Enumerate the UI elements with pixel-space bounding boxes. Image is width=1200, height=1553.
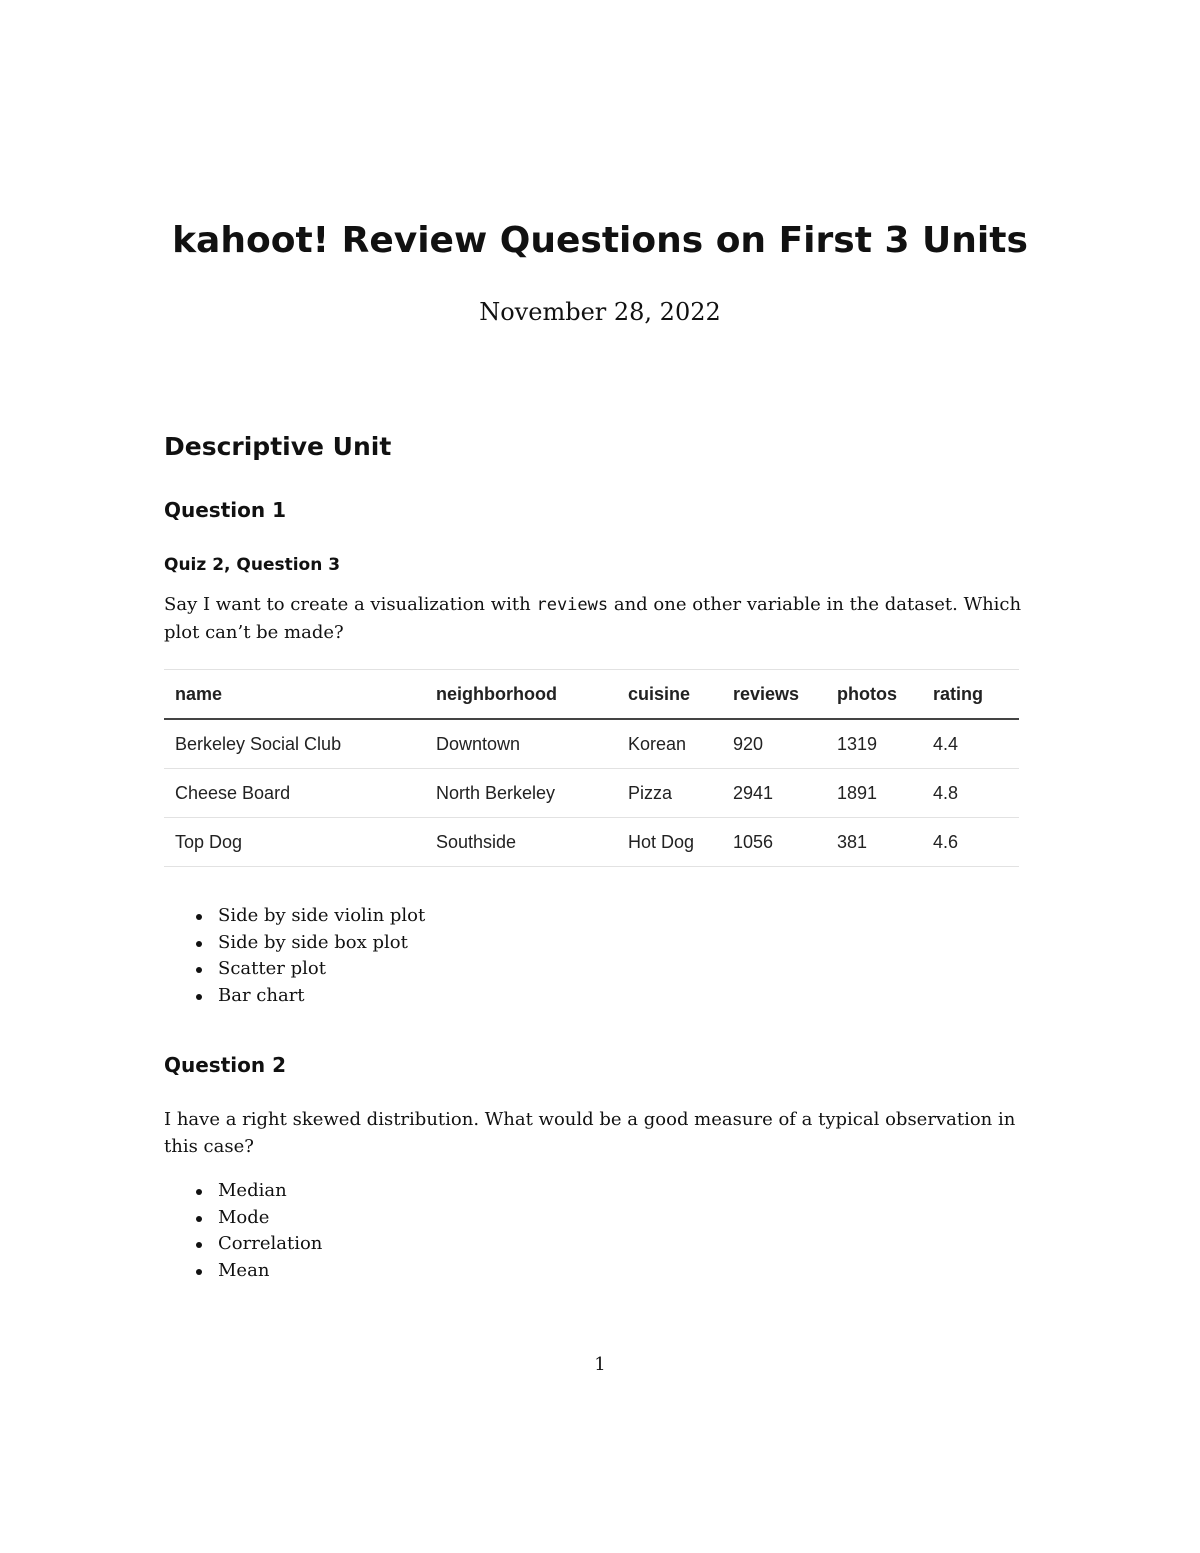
option-label: Median (218, 1180, 287, 1201)
bullet-icon (196, 941, 202, 947)
option-label: Side by side box plot (218, 931, 408, 953)
bullet-icon (196, 967, 202, 973)
table-header-cell: reviews (722, 670, 826, 720)
bullet-icon (196, 1216, 202, 1222)
table-cell: Berkeley Social Club (164, 719, 425, 769)
bullet-icon (196, 994, 202, 1000)
list-item (164, 983, 425, 1010)
option-label: Correlation (218, 1233, 323, 1255)
table-cell: Top Dog (164, 818, 425, 867)
table-cell: Pizza (617, 769, 722, 818)
question-1-subheading: Quiz 2, Question 3 (164, 555, 341, 575)
table-header-cell: cuisine (617, 670, 722, 720)
table-cell: 1319 (826, 719, 922, 769)
question-1-text-before: Say I want to create a visualization with (164, 594, 537, 615)
table-cell: Downtown (425, 719, 617, 769)
table-cell: 4.8 (922, 769, 1019, 818)
table-header-cell: neighborhood (425, 670, 617, 720)
table-row (164, 818, 1019, 867)
question-1-options (164, 903, 425, 1010)
list-item (164, 1178, 322, 1205)
table-header-cell: rating (922, 670, 1019, 720)
table-cell: North Berkeley (425, 769, 617, 818)
question-1-text (164, 591, 1044, 646)
bullet-icon (196, 1269, 202, 1275)
option-label: Side by side violin plot (218, 905, 426, 926)
table-cell: Southside (425, 818, 617, 867)
option-label: Bar chart (218, 985, 305, 1007)
question-1-heading: Question 1 (164, 498, 286, 522)
table-cell: 381 (826, 818, 922, 867)
list-item (164, 1258, 322, 1285)
bullet-icon (196, 1242, 202, 1248)
question-2-text: I have a right skewed distribution. What would be a good measure of a typical observation in this case? (164, 1109, 1016, 1157)
page-number: 1 (594, 1354, 606, 1375)
table-cell: 1056 (722, 818, 826, 867)
bullet-icon (196, 914, 202, 920)
table-header-cell: photos (826, 670, 922, 720)
list-item (164, 930, 425, 957)
table-cell: Hot Dog (617, 818, 722, 867)
section-heading: Descriptive Unit (164, 432, 392, 461)
table-row (164, 769, 1019, 818)
option-label: Scatter plot (218, 958, 326, 980)
question-2-heading: Question 2 (164, 1053, 286, 1077)
table-cell: Cheese Board (164, 769, 425, 818)
table-cell: 920 (722, 719, 826, 769)
document-date: November 28, 2022 (479, 298, 721, 326)
document-title: kahoot! Review Questions on First 3 Units (172, 220, 1028, 261)
table-cell: 4.6 (922, 818, 1019, 867)
list-item (164, 1205, 322, 1232)
table-header-cell: name (164, 670, 425, 720)
table-header-row (164, 670, 1019, 720)
table-cell: Korean (617, 719, 722, 769)
list-item (164, 903, 425, 930)
bullet-icon (196, 1189, 202, 1195)
table-row (164, 719, 1019, 769)
option-label: Mean (218, 1260, 270, 1282)
list-item (164, 1231, 322, 1258)
option-label: Mode (218, 1206, 270, 1228)
restaurant-table (164, 669, 1019, 867)
question-1-code-term: reviews (536, 595, 609, 615)
list-item (164, 956, 425, 983)
table-cell: 4.4 (922, 719, 1019, 769)
question-2-options (164, 1178, 322, 1285)
table-cell: 1891 (826, 769, 922, 818)
question-1-text-after: and one other variable in the dataset. Which plot can’t be made? (164, 594, 1022, 643)
table-cell: 2941 (722, 769, 826, 818)
